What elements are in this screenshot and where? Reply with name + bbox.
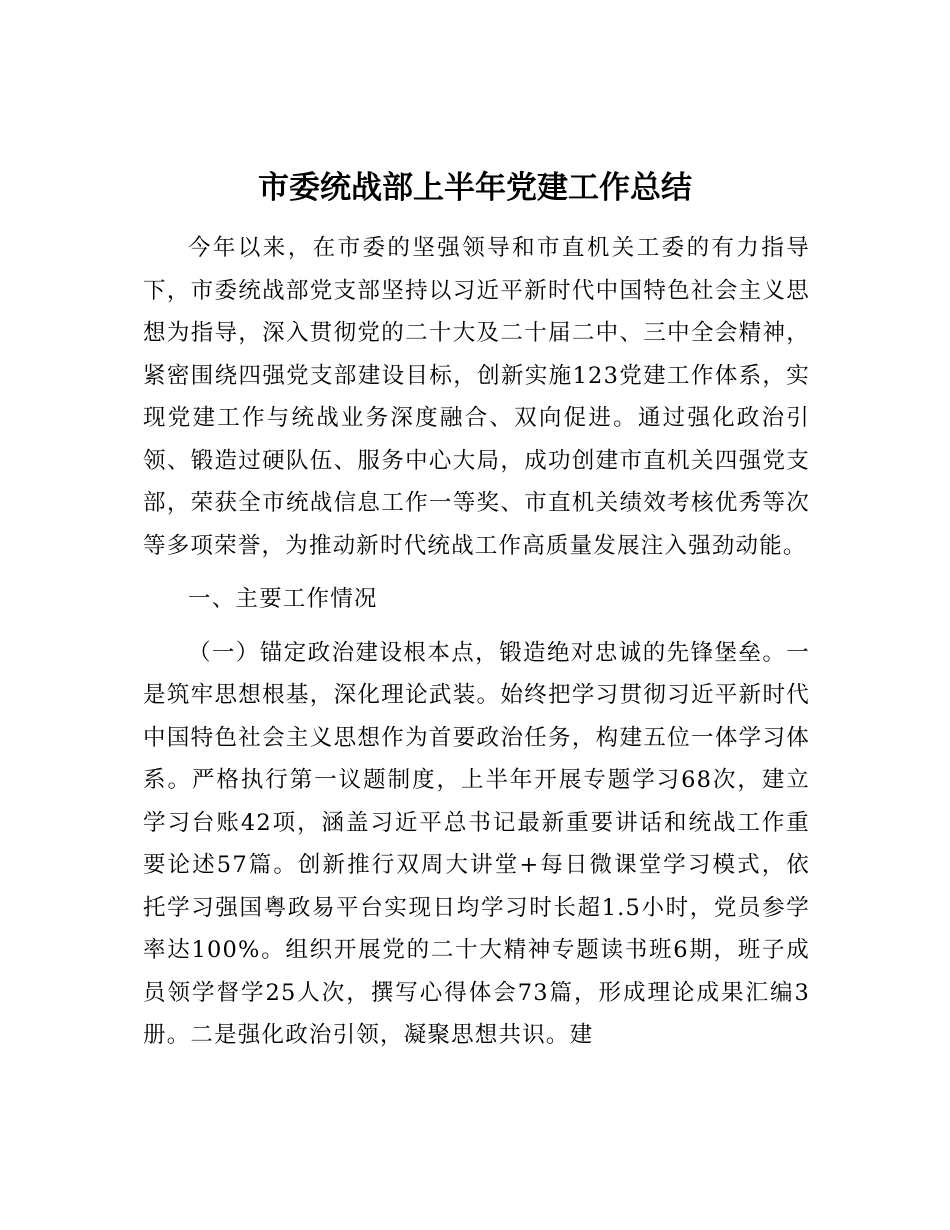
document-title: 市委统战部上半年党建工作总结	[258, 170, 692, 206]
intro-paragraph: 今年以来，在市委的坚强领导和市直机关工委的有力指导下，市委统战部党支部坚持以习近平新时代中国特色社会主义思想为指导，深入贯彻党的二十大及二十届二中、三中全会精神，紧密围绕四强党支部建设目标，创新实施123党建工作体系，实现党建工作与统战业务深度融合、双向促进。通过强化政治引领、锻造过硬队伍、服务中心大局，成功创建市直机关四强党支部，荣获全市统战信息工作一等奖、市直机关绩效考核优秀等次等多项荣誉，为推动新时代统战工作高质量发展注入强劲动能。	[143, 235, 810, 559]
subsection-paragraph: （一）锚定政治建设根本点，锻造绝对忠诚的先锋堡垒。一是筑牢思想根基，深化理论武装。始终把学习贯彻习近平新时代中国特色社会主义思想作为首要政治任务，构建五位一体学习体系。严格执行第一议题制度，上半年开展专题学习68次，建立学习台账42项，涵盖习近平总书记最新重要讲话和统战工作重要论述57篇。创新推行双周大讲堂+每日微课堂学习模式，依托学习强国粤政易平台实现日均学习时长超1.5小时，党员参学率达100%。组织开展党的二十大精神专题读书班6期，班子成员领学督学25人次，撰写心得体会73篇，形成理论成果汇编3册。二是强化政治引领，凝聚思想共识。建	[143, 639, 810, 1048]
document-body	[143, 227, 810, 1057]
section-heading: 一、主要工作情况	[188, 586, 378, 612]
